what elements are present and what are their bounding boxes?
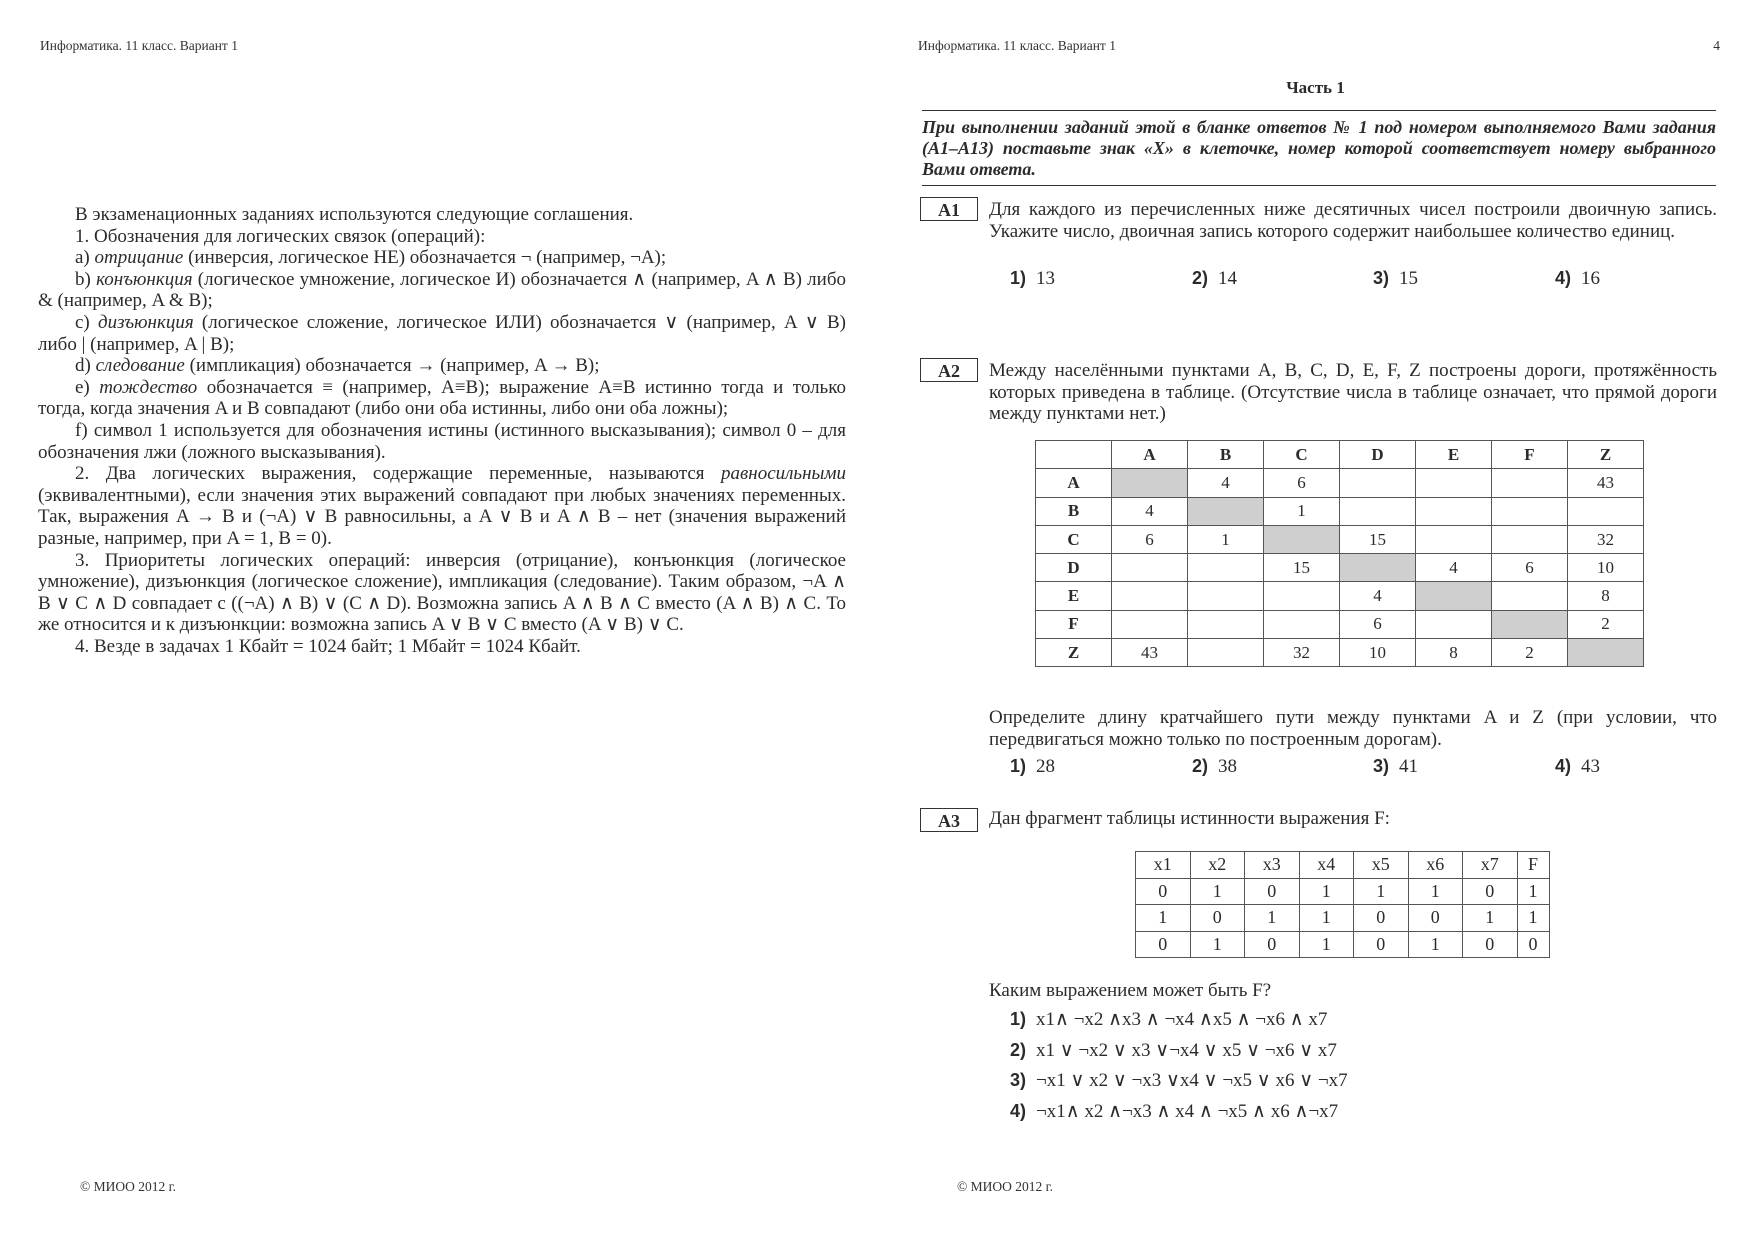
table-cell: 1: [1245, 905, 1300, 932]
convention-paragraph: f) символ 1 используется для обозначения истины (истинного высказывания); символ 0 – для обозначения лжи (ложного высказывания).: [38, 419, 846, 463]
table-cell: 0: [1354, 931, 1409, 958]
table-cell: [1340, 497, 1416, 525]
table-cell: 1: [1190, 878, 1245, 905]
table-cell: 1: [1299, 878, 1354, 905]
distance-table: [1035, 440, 1644, 667]
task-label-a1: A1: [920, 197, 978, 221]
running-head: Информатика. 11 класс. Вариант 1: [918, 38, 1116, 53]
table-cell: 15: [1340, 525, 1416, 553]
row-header: F: [1036, 610, 1112, 638]
column-header: x3: [1245, 852, 1300, 879]
table-header-row: [1136, 852, 1550, 879]
table-cell: 0: [1190, 905, 1245, 932]
row-header: Z: [1036, 639, 1112, 667]
table-cell: 43: [1568, 469, 1644, 497]
column-header: x5: [1354, 852, 1409, 879]
answer-option: 4) 43: [1555, 756, 1601, 777]
table-cell: 1: [1299, 905, 1354, 932]
table-cell: 10: [1568, 554, 1644, 582]
table-cell: [1112, 582, 1188, 610]
table-row: [1036, 639, 1644, 667]
table-cell: [1568, 639, 1644, 667]
convention-paragraph: 4. Везде в задачах 1 Кбайт = 1024 байт; 1 Мбайт = 1024 Кбайт.: [75, 635, 581, 657]
table-cell: 6: [1264, 469, 1340, 497]
table-cell: [1416, 582, 1492, 610]
task-a1-text: Для каждого из перечисленных ниже десятичных чисел построили двоичную запись. Укажите число, двоичная запись которого содержит наибольшее количество единиц.: [989, 199, 1717, 242]
table-cell: 0: [1245, 931, 1300, 958]
table-cell: 6: [1340, 610, 1416, 638]
table-cell: [1492, 582, 1568, 610]
row-header: E: [1036, 582, 1112, 610]
table-cell: 43: [1112, 639, 1188, 667]
table-cell: 1: [1408, 931, 1463, 958]
table-cell: 0: [1136, 878, 1191, 905]
table-cell: 1: [1299, 931, 1354, 958]
table-cell: [1264, 582, 1340, 610]
column-header: x2: [1190, 852, 1245, 879]
convention-paragraph: 2. Два логических выражения, содержащие переменные, называются равносильными (эквивалентными), если значения этих выражений совпадают при любых значениях переменных. Так, выражения A → B и (¬A) ∨ B равносильны, а A ∨ B и A ∧ B – нет (значения выражений разные, например, при A = 1, B = 0).: [38, 463, 846, 549]
table-cell: 1: [1463, 905, 1518, 932]
task-a2-text: Между населёнными пунктами A, B, C, D, E, F, Z построены дороги, протяжённость которых приведена в таблице. (Отсутствие числа в таблице означает, что прямой дороги между пунктами нет.): [989, 360, 1717, 424]
column-header: D: [1340, 441, 1416, 469]
footer-copyright: © МИОО 2012 г.: [957, 1179, 1054, 1194]
row-header: C: [1036, 525, 1112, 553]
truth-table: [1135, 851, 1550, 958]
answer-option: 4) ¬x1∧ x2 ∧¬x3 ∧ x4 ∧ ¬x5 ∧ x6 ∧¬x7: [1010, 1100, 1339, 1122]
column-header: F: [1517, 852, 1549, 879]
conventions-text: [38, 204, 846, 657]
table-cell: 1: [1190, 931, 1245, 958]
table-row: [1136, 931, 1550, 958]
table-cell: 1: [1517, 878, 1549, 905]
answer-option: 2) 38: [1192, 756, 1238, 777]
task-a1-answers: [1010, 268, 1710, 296]
task-label-a3: A3: [920, 808, 978, 832]
table-cell: [1492, 610, 1568, 638]
table-cell: [1112, 469, 1188, 497]
table-cell: 2: [1568, 610, 1644, 638]
table-row: [1036, 497, 1644, 525]
table-cell: 0: [1517, 931, 1549, 958]
table-cell: [1340, 554, 1416, 582]
table-cell: 4: [1112, 497, 1188, 525]
table-cell: 32: [1264, 639, 1340, 667]
table-cell: [1264, 610, 1340, 638]
running-head: Информатика. 11 класс. Вариант 1: [40, 38, 238, 53]
table-cell: [1492, 497, 1568, 525]
row-header: D: [1036, 554, 1112, 582]
table-cell: [1112, 610, 1188, 638]
table-cell: 32: [1568, 525, 1644, 553]
table-row: [1036, 554, 1644, 582]
convention-paragraph: c) дизъюнкция (логическое сложение, логическое ИЛИ) обозначается ∨ (например, A ∨ B) либо | (например, A | B);: [38, 311, 846, 355]
table-cell: 1: [1136, 905, 1191, 932]
page-number: 4: [1713, 38, 1720, 53]
instruction-box: При выполнении заданий этой в бланке ответов № 1 под номером выполняемого Вами задания (А1–А13) поставьте знак «Х» в клеточке, номер которой соответствует номеру выбранного Вами ответа.: [922, 110, 1716, 186]
task-a3-question: Каким выражением может быть F?: [989, 980, 1272, 1001]
table-cell: 0: [1245, 878, 1300, 905]
table-cell: 15: [1264, 554, 1340, 582]
column-header: x1: [1136, 852, 1191, 879]
table-cell: 1: [1408, 878, 1463, 905]
column-header: x4: [1299, 852, 1354, 879]
table-cell: 10: [1340, 639, 1416, 667]
table-row: [1036, 610, 1644, 638]
column-header: [1036, 441, 1112, 469]
footer-copyright: © МИОО 2012 г.: [80, 1179, 177, 1194]
table-cell: 2: [1492, 639, 1568, 667]
answer-option: 1) 28: [1010, 756, 1056, 777]
convention-paragraph: d) следование (импликация) обозначается → (например, A → B);: [75, 355, 600, 377]
answer-option: 4) 16: [1555, 268, 1601, 289]
table-cell: [1188, 582, 1264, 610]
table-row: [1036, 469, 1644, 497]
table-cell: [1416, 525, 1492, 553]
task-label-a2: A2: [920, 358, 978, 382]
table-row: [1036, 525, 1644, 553]
table-row: [1036, 582, 1644, 610]
table-cell: 0: [1463, 931, 1518, 958]
table-cell: 4: [1416, 554, 1492, 582]
answer-option: 1) 13: [1010, 268, 1056, 289]
row-header: A: [1036, 469, 1112, 497]
convention-paragraph: e) тождество обозначается ≡ (например, A≡B); выражение A≡B истинно тогда и только тогда, когда значения A и B совпадают (либо они оба истинны, либо они оба ложны);: [38, 376, 846, 420]
table-cell: 1: [1354, 878, 1409, 905]
table-cell: 0: [1408, 905, 1463, 932]
answer-option: 2) x1 ∨ ¬x2 ∨ x3 ∨¬x4 ∨ x5 ∨ ¬x6 ∨ x7: [1010, 1039, 1337, 1061]
table-cell: [1416, 610, 1492, 638]
table-row: [1136, 905, 1550, 932]
table-cell: [1188, 497, 1264, 525]
column-header: A: [1112, 441, 1188, 469]
table-cell: [1188, 610, 1264, 638]
table-cell: 1: [1517, 905, 1549, 932]
table-cell: 6: [1112, 525, 1188, 553]
table-cell: 4: [1188, 469, 1264, 497]
column-header: Z: [1568, 441, 1644, 469]
task-a3-answers: [1010, 1008, 1710, 1130]
column-header: x6: [1408, 852, 1463, 879]
convention-paragraph: В экзаменационных заданиях используются следующие соглашения.: [75, 204, 634, 225]
convention-paragraph: b) конъюнкция (логическое умножение, логическое И) обозначается ∧ (например, A ∧ B) либо & (например, A & B);: [38, 268, 847, 312]
table-cell: [1568, 497, 1644, 525]
answer-option: 3) 15: [1373, 268, 1419, 289]
row-header: B: [1036, 497, 1112, 525]
table-cell: 6: [1492, 554, 1568, 582]
table-cell: [1416, 469, 1492, 497]
convention-paragraph: 3. Приоритеты логических операций: инверсия (отрицание), конъюнкция (логическое умножение), дизъюнкция (логическое сложение), импликация (следование). Таким образом, ¬A ∧ B ∨ C ∧ D совпадает с ((¬A) ∧ B) ∨ (C ∧ D). Возможна запись A ∧ B ∧ C вместо (A ∧ B) ∧ C. То же относится и к дизъюнкции: возможна запись A ∨ B ∨ C вместо (A ∨ B) ∨ C.: [38, 549, 846, 636]
task-a2-question: Определите длину кратчайшего пути между пунктами A и Z (при условии, что передвигаться можно только по построенным дорогам).: [989, 707, 1717, 750]
table-cell: [1492, 469, 1568, 497]
table-cell: [1188, 554, 1264, 582]
table-cell: [1340, 469, 1416, 497]
table-cell: 0: [1463, 878, 1518, 905]
table-cell: [1416, 497, 1492, 525]
column-header: C: [1264, 441, 1340, 469]
table-row: [1136, 878, 1550, 905]
table-cell: 8: [1416, 639, 1492, 667]
convention-paragraph: 1. Обозначения для логических связок (операций):: [75, 225, 486, 247]
table-cell: 4: [1340, 582, 1416, 610]
part-title: Часть 1: [1286, 78, 1345, 97]
column-header: B: [1188, 441, 1264, 469]
task-a2-answers: [1010, 756, 1710, 784]
answer-option: 2) 14: [1192, 268, 1238, 289]
task-a3-text: Дан фрагмент таблицы истинности выражения F:: [989, 808, 1390, 829]
table-header-row: [1036, 441, 1644, 469]
column-header: x7: [1463, 852, 1518, 879]
answer-option: 3) ¬x1 ∨ x2 ∨ ¬x3 ∨x4 ∨ ¬x5 ∨ x6 ∨ ¬x7: [1010, 1070, 1348, 1091]
column-header: F: [1492, 441, 1568, 469]
table-cell: 0: [1136, 931, 1191, 958]
table-cell: [1492, 525, 1568, 553]
answer-option: 3) 41: [1373, 756, 1419, 777]
table-cell: 1: [1264, 497, 1340, 525]
table-cell: [1112, 554, 1188, 582]
table-cell: 8: [1568, 582, 1644, 610]
table-cell: [1188, 639, 1264, 667]
right-page: [877, 0, 1754, 1239]
table-cell: 0: [1354, 905, 1409, 932]
column-header: E: [1416, 441, 1492, 469]
table-cell: 1: [1188, 525, 1264, 553]
answer-option: 1) x1∧ ¬x2 ∧x3 ∧ ¬x4 ∧x5 ∧ ¬x6 ∧ x7: [1010, 1009, 1328, 1030]
convention-paragraph: a) отрицание (инверсия, логическое НЕ) обозначается ¬ (например, ¬A);: [75, 247, 667, 269]
table-cell: [1264, 525, 1340, 553]
